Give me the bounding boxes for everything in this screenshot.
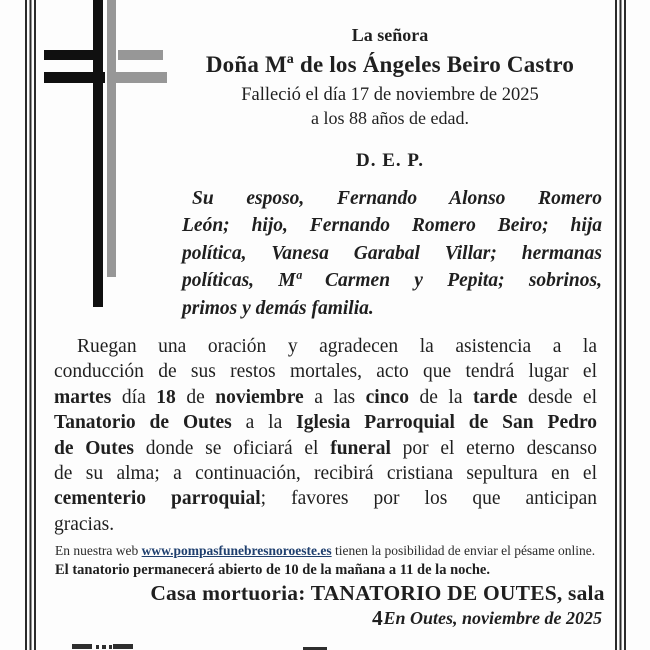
cross-gray-arm-bottom	[107, 72, 167, 83]
announcement-line: de Outes donde se oficiará el funeral por el eterno descanso	[54, 437, 598, 459]
notice-header	[170, 25, 610, 172]
cross-gray-vertical	[107, 0, 116, 277]
logo-fragment-mark	[102, 645, 106, 649]
tanatorio-hours: El tanatorio permanecerá abierto de 10 de la mañana a 11 de la noche.	[55, 562, 490, 578]
place-date-line: En Outes, noviembre de 2025	[383, 608, 602, 628]
cross-black-arm-top	[44, 50, 103, 61]
family-line: Su esposo, Fernando Alonso Romero	[192, 188, 602, 209]
salutation: La señora	[351, 25, 429, 45]
casa-mortuoria-line: Casa mortuoria: TANATORIO DE OUTES, sala 4	[150, 581, 605, 630]
announcement-line: martes día 18 de noviembre a las cinco de la tarde desde el	[54, 386, 597, 408]
cross-black-arm-bottom	[44, 72, 105, 83]
family-line: políticas, Mª Carmen y Pepita; sobrinos,	[182, 270, 602, 292]
announcement-line: de su alma; a continuación, recibirá cristiana sepultura en el	[54, 463, 597, 485]
death-date-line: Falleció el día 17 de noviembre de 2025	[241, 85, 539, 105]
age-line: a los 88 años de edad.	[311, 108, 469, 128]
cross-gray-arm-top	[118, 50, 163, 61]
announcement-line: Tanatorio de Outes a la Iglesia Parroquial de San Pedro	[54, 412, 597, 434]
right-border	[615, 0, 626, 650]
deceased-name: Doña Mª de los Ángeles Beiro Castro	[205, 52, 575, 77]
left-border	[25, 0, 36, 650]
logo-fragment-bar	[72, 644, 92, 649]
logo-fragment-bar	[113, 644, 133, 649]
announcement-line: cementerio parroquial; favores por los que anticipan	[54, 488, 597, 510]
family-line: política, Vanesa Garabal Villar; hermanas	[182, 242, 602, 264]
online-condolence-notice	[55, 543, 600, 559]
family-line: primos y demás familia.	[182, 297, 374, 319]
web-notice-suffix: tienen la posibilidad de enviar el pésame online.	[331, 543, 596, 558]
dep-abbreviation: D. E. P.	[355, 150, 424, 171]
cross-black-vertical	[93, 0, 103, 307]
family-dedication	[182, 185, 602, 322]
pesame-website-link[interactable]: www.pompasfunebresnoroeste.es	[141, 543, 332, 558]
announcement-paragraph	[54, 334, 597, 537]
announcement-line: gracias.	[54, 513, 115, 535]
announcement-line: conducción de sus restos mortales, acto que tendrá lugar el	[54, 361, 597, 383]
logo-fragment-mark	[96, 645, 99, 649]
family-line: León; hijo, Fernando Romero Beiro; hija	[182, 215, 602, 237]
announcement-line: Ruegan una oración y agradecen la asistencia a la	[77, 336, 597, 357]
logo-fragment-mark	[109, 645, 112, 649]
web-notice-prefix: En nuestra web	[55, 543, 142, 558]
